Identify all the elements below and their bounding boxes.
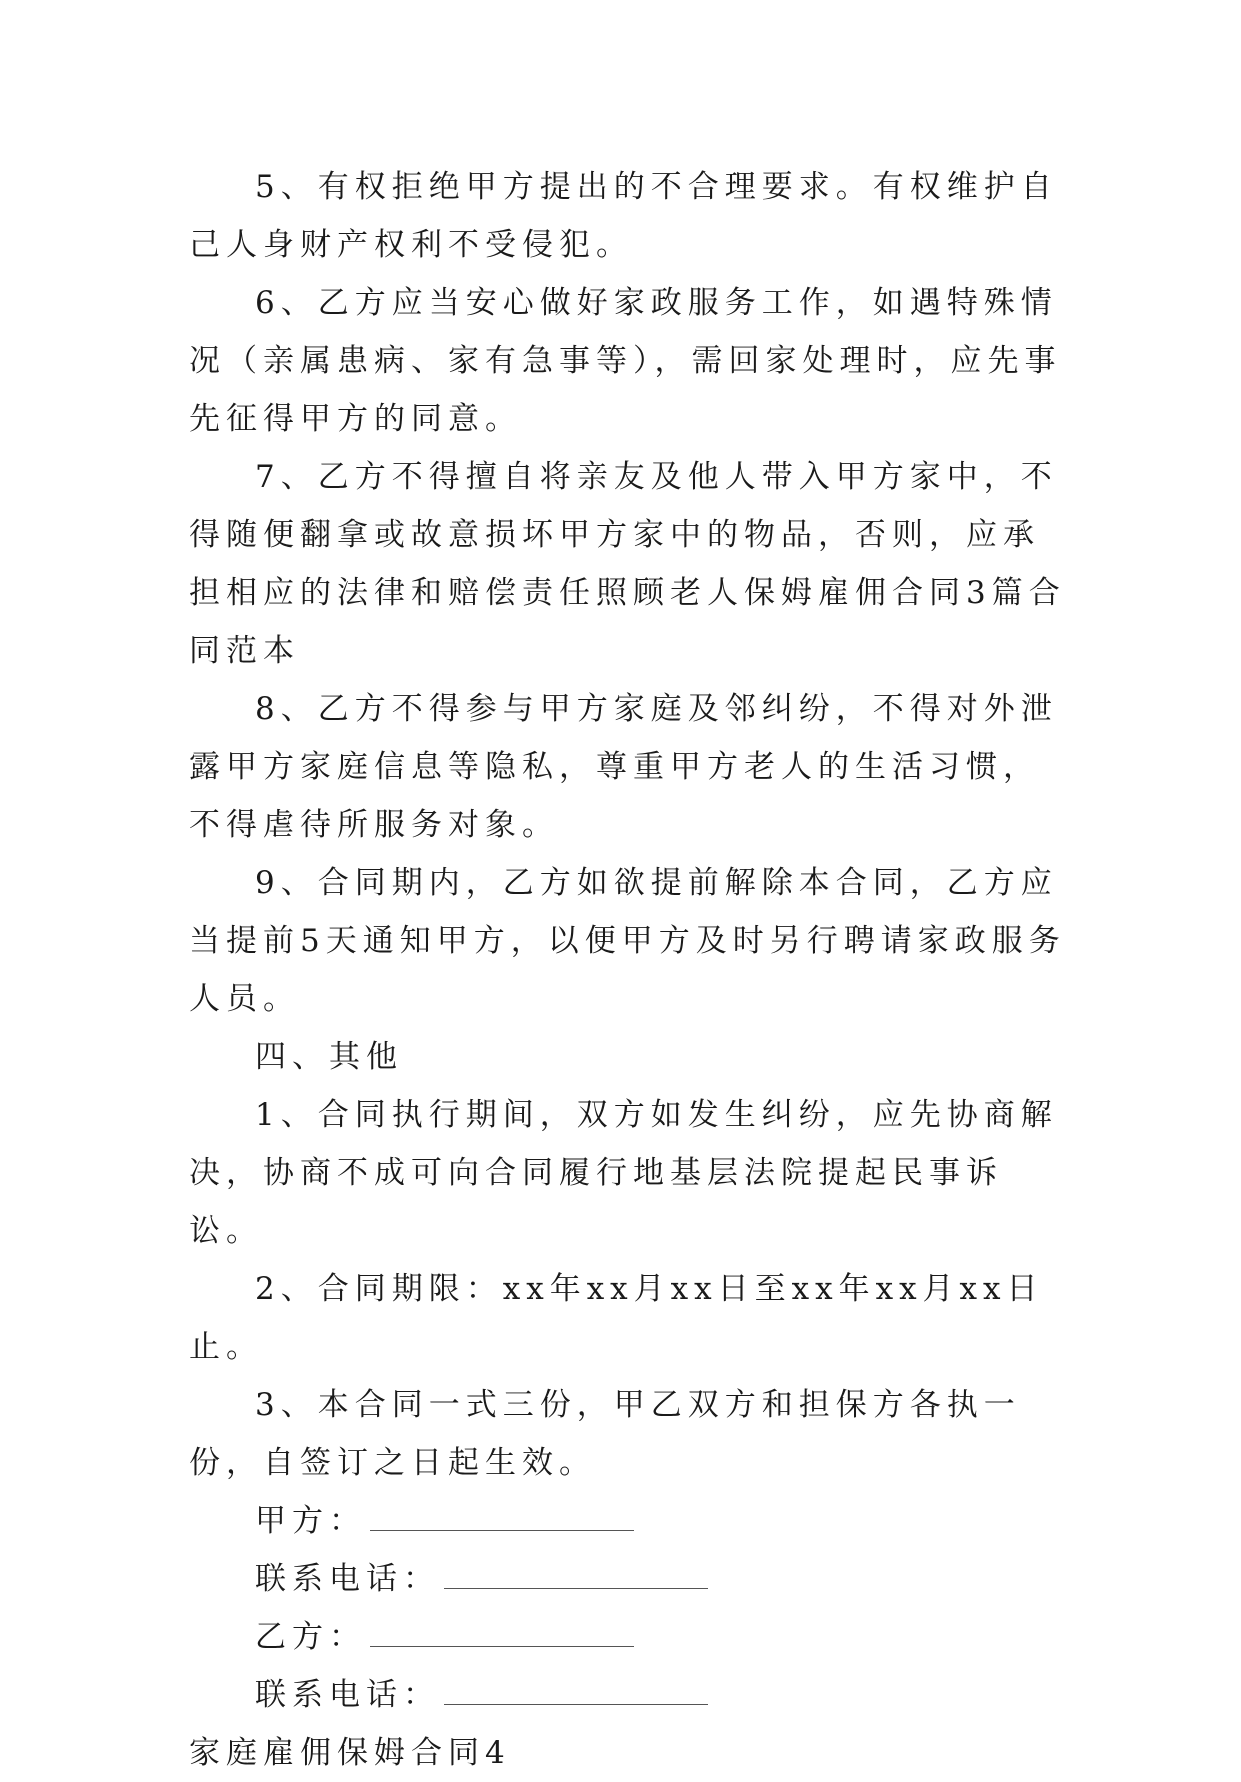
section-heading-other: 四、其他 [255, 1039, 403, 1075]
party-b-phone-line [444, 1676, 708, 1705]
other-clause-3: 3、本合同一式三份，甲乙双方和担保方各执一份，自签订之日起生效。 [189, 1387, 1021, 1481]
next-section-title: 家庭雇佣保姆合同4 [189, 1735, 511, 1771]
party-a-phone-row [189, 1550, 1069, 1608]
party-b-label: 乙方： [255, 1619, 366, 1655]
party-a-label: 甲方： [255, 1503, 366, 1539]
party-a-phone-label: 联系电话： [255, 1561, 440, 1597]
clause-9: 9、合同期内，乙方如欲提前解除本合同，乙方应当提前5天通知甲方，以便甲方及时另行聘请家政服务人员。 [189, 865, 1066, 1017]
clause-6: 6、乙方应当安心做好家政服务工作，如遇特殊情况（亲属患病、家有急事等），需回家处理时，应先事先征得甲方的同意。 [189, 285, 1062, 437]
party-a-signature-row [189, 1492, 1069, 1550]
party-b-phone-label: 联系电话： [255, 1677, 440, 1713]
document-body [189, 158, 1069, 1782]
party-b-phone-row [189, 1666, 1069, 1724]
party-b-signature-row [189, 1608, 1069, 1666]
clause-7: 7、乙方不得擅自将亲友及他人带入甲方家中，不得随便翻拿或故意损坏甲方家中的物品，否则，应承担相应的法律和赔偿责任照顾老人保姆雇佣合同3篇合同范本 [189, 459, 1066, 669]
party-b-signature-line [370, 1618, 634, 1647]
other-clause-1: 1、合同执行期间，双方如发生纠纷，应先协商解决，协商不成可向合同履行地基层法院提起民事诉讼。 [189, 1097, 1058, 1249]
party-a-signature-line [370, 1502, 634, 1531]
clause-8: 8、乙方不得参与甲方家庭及邻纠纷，不得对外泄露甲方家庭信息等隐私，尊重甲方老人的生活习惯，不得虐待所服务对象。 [189, 691, 1058, 843]
clause-5: 5、有权拒绝甲方提出的不合理要求。有权维护自己人身财产权利不受侵犯。 [189, 169, 1058, 263]
other-clause-2: 2、合同期限：xx年xx月xx日至xx年xx月xx日止。 [189, 1271, 1044, 1365]
party-a-phone-line [444, 1560, 708, 1589]
